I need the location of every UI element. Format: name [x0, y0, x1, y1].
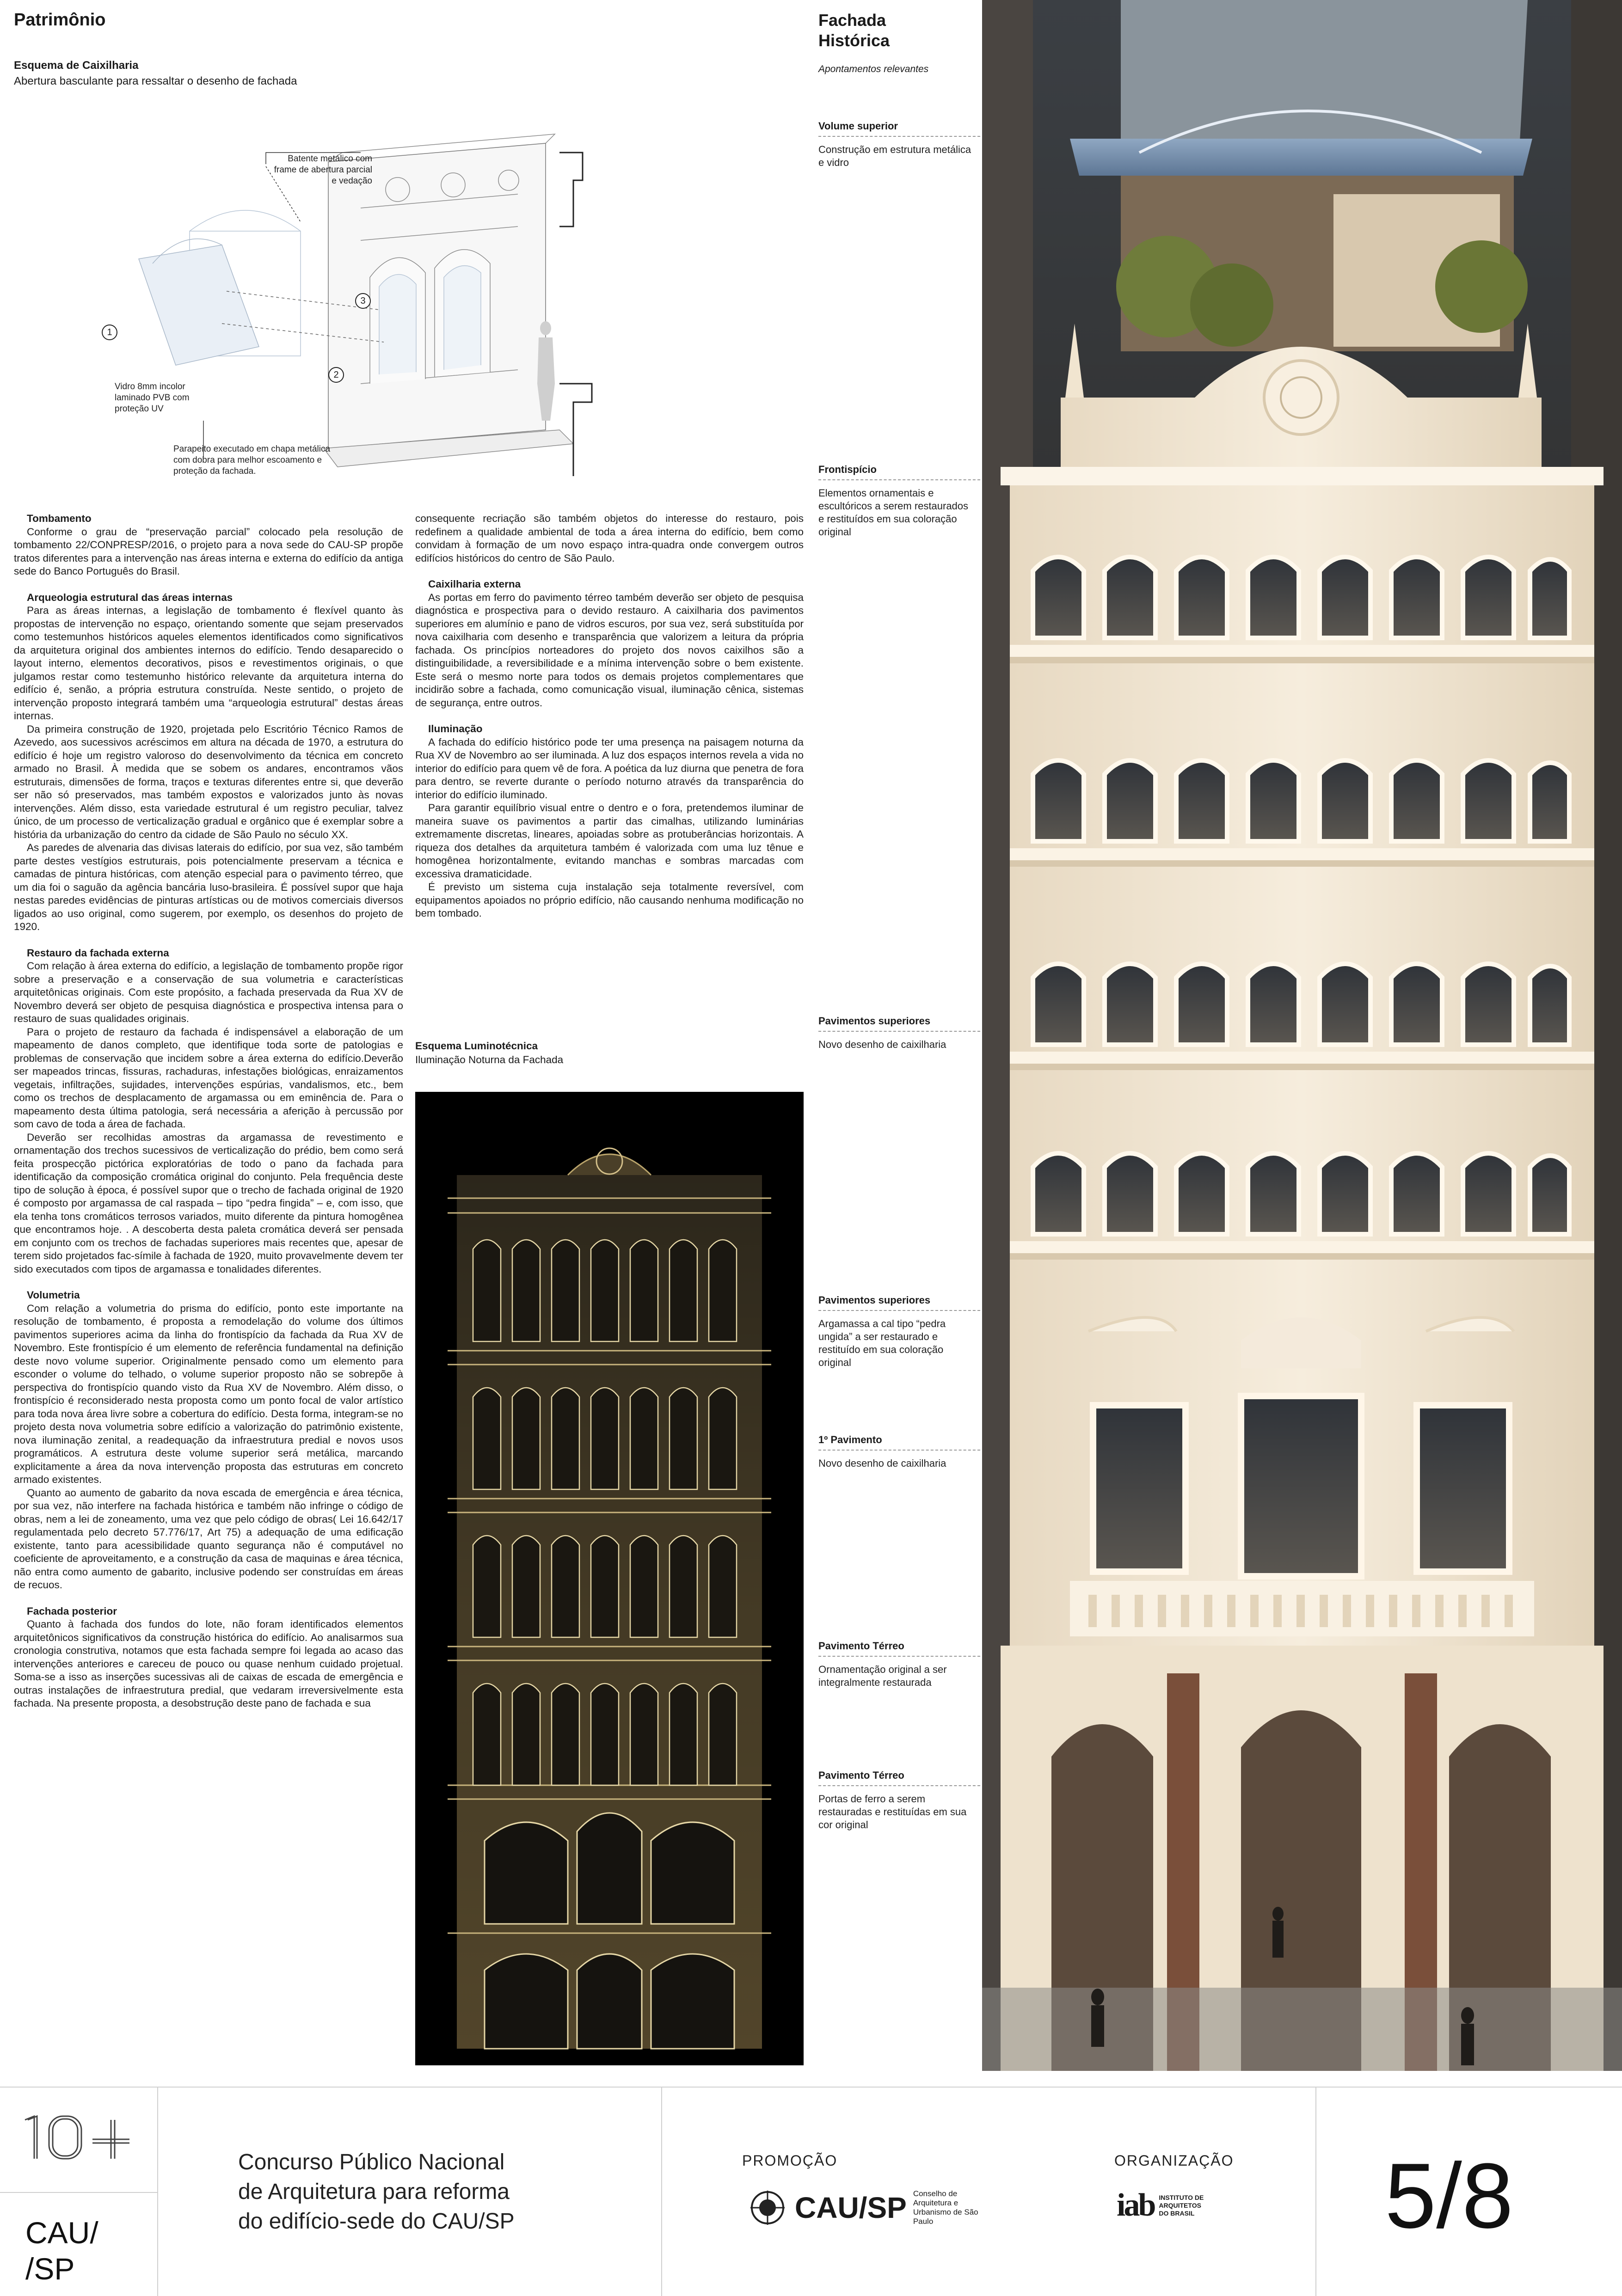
paragraph: Para o projeto de restauro da fachada é indispensável a elaboração de um mapeamento de danos completo, que identifique toda sorte de patologias e problemas de conservação que incidem sobre a área externa do edifício.Deverão ser mapeados trincas, fissuras, rachaduras, infestações biológicas, enraizamentos vegetais, infiltrações, sujidades, intervenções espúrias, vandalismos, etc., bem como os trechos de desplacamento de argamassa ou em eminência de. Para o mapeamento desta última patologia, será necessária a aferição à percussão por som cavo de toda a área de fachada. — [14, 1026, 403, 1130]
cau-sp-wordmark: CAU/SP — [795, 2191, 907, 2224]
section-heading: Arqueologia estrutural das áreas internas — [27, 591, 233, 603]
note-volume-superior — [818, 120, 980, 169]
footer — [0, 2087, 1622, 2296]
section-heading: Tombamento — [27, 513, 92, 524]
brasao-icon — [747, 2187, 788, 2229]
note-body: Novo desenho de caixilharia — [818, 1039, 946, 1050]
note-body: Construção em estrutura metálica e vidro — [818, 144, 971, 168]
contest-line: do edifício-sede do CAU/SP — [238, 2209, 515, 2234]
caixilharia-title: Esquema de Caixilharia — [14, 59, 139, 72]
note-divider — [818, 1656, 980, 1657]
note-body: Portas de ferro a serem restauradas e restituídas em sua cor original — [818, 1793, 967, 1831]
promocao-logo — [747, 2187, 996, 2229]
marker-2: 2 — [328, 367, 344, 383]
paragraph: Deverão ser recolhidas amostras da argamassa de revestimento e ornamentação dos trechos sucessivos de verticalização do prédio, bem como será feita prospecção pictórica exploratórias de todo o pano da fachada para identificação da composição cromática original do conjunto. Pela frequência deste tipo de solução à época, é possível supor que o trecho de fachada original de 1920 é composto por argamassa de cal raspada – tipo “pedra fingida” – e, com isso, que ela tenha tons cromáticos terrosos variados, muito diferente da pintura homogênea que encontramos hoje. . A descoberta desta paleta cromática deverá ser pensada em conjunto com os trechos de fachadas superiores mais recentes que, apesar de terem sido projetados fac-símile à fachada de 1920, muito provavelmente devem ter sido executados com tipos de argamassa e tonalidades diferentes. — [14, 1131, 403, 1275]
note-heading: Volume superior — [818, 120, 898, 132]
facade-render-drawing — [982, 0, 1622, 2071]
note-heading: Pavimento Térreo — [818, 1640, 904, 1652]
footer-divider — [1315, 2088, 1316, 2296]
footer-divider — [157, 2088, 158, 2296]
section-heading: Fachada posterior — [27, 1605, 117, 1617]
section-heading: Volumetria — [27, 1289, 80, 1301]
contest-title — [238, 2148, 515, 2236]
note-body: Ornamentação original a ser integralmente restaurada — [818, 1664, 947, 1688]
text-column-1 — [14, 512, 403, 1710]
caixilharia-subtitle: Abertura basculante para ressaltar o desenho de fachada — [14, 75, 297, 87]
note-primeiro-pavimento — [818, 1434, 980, 1470]
note-divider — [818, 136, 980, 137]
note-heading: Pavimentos superiores — [818, 1294, 931, 1306]
paragraph: Para as áreas internas, a legislação de tombamento é flexível quanto às propostas de intervenção no espaço, orientando somente que sejam preservados como testemunhos históricos aqueles elementos identificados como significativos da arquitetura original dos ambientes internos do edifício. Tendo desaparecido o layout interno, elementos decorativos, pisos e revestimentos originais, o que julgamos restar como testemunho histórico relevante da arquitetura interna do edifício é, senão, a própria estrutura construída. Neste sentido, o projeto de intervenção proposto integrará também uma “arqueologia estrutural” destas áreas internas. — [14, 605, 403, 722]
callout-vidro: Vidro 8mm incolor laminado PVB com proteção UV — [115, 382, 190, 414]
note-body: Argamassa a cal tipo “pedra ungida” a ser restaurado e restituído em sua coloração original — [818, 1318, 946, 1368]
promocao-label: PROMOÇÃO — [742, 2152, 838, 2169]
footer-divider — [661, 2088, 662, 2296]
note-heading: Pavimento Térreo — [818, 1769, 904, 1781]
cau-sp-logo — [25, 2215, 98, 2287]
iab-logo-text: INSTITUTO DE ARQUITETOS DO BRASIL — [1159, 2193, 1204, 2217]
note-pavimento-terreo-1 — [818, 1640, 980, 1689]
iab-logo-mark: iab — [1117, 2187, 1155, 2223]
callout-batente: Batente metálico com frame de abertura parcial e vedação — [274, 154, 372, 186]
paragraph: Com relação à área externa do edifício, a legislação de tombamento propõe rigor sobre a preservação e a conservação de sua volumetria e características arquitetônicas originais. Com este propósito, a fachada preservada da Rua XV de Novembro deverá ser objeto de pesquisa diagnóstica e prospectiva intensa para o restauro de suas qualidades originais. — [14, 960, 403, 1024]
note-heading: Pavimentos superiores — [818, 1015, 931, 1027]
paragraph: Da primeira construção de 1920, projetada pelo Escritório Técnico Ramos de Azevedo, aos sucessivos acréscimos em altura na década de 1970, a estrutura do edifício é hoje um registro valoroso do desenvolvimento da técnica em concreto armado no Brasil. À medida que se sobem os andares, encontramos vãos estruturais, dimensões de forma, traços e texturas diferentes entre si, que deverão ser não só preservados, mas também expostos e valorizados junto às novas intervenções. Além disso, esta variedade estrutural é um registro peculiar, talvez único, de um processo de verticalização gradual e orgânico que é exemplar sobre a história da urbanização do centro da cidade de São Paulo no século XX. — [14, 723, 403, 840]
paragraph: É previsto um sistema cuja instalação seja totalmente reversível, com equipamentos apoiados no próprio edifício, não causando nenhuma modificação no bem tombado. — [415, 881, 804, 919]
cau-logo-line2: /SP — [25, 2252, 75, 2286]
note-heading: Frontispício — [818, 464, 877, 475]
paragraph: Quanto ao aumento de gabarito da nova escada de emergência e área técnica, por sua vez, não interfere na fachada histórica e também não infringe o código de obras, nem a lei de zoneamento, uma vez que pelo código de obras( Lei 16.642/17 regulamentada pelo decreto 57.776/17, Art 75) a adequação de uma edificação existente, tanto para acessibilidade quanto segurança não é computável no coeficiente de aproveitamento, e a construção da casa de maquinas e área técnica, não entra como aumento de gabarito, inclusive podendo ser construídas em áreas de recuos. — [14, 1487, 403, 1591]
night-facade-drawing — [415, 1092, 804, 2065]
fachada-subtitle: Apontamentos relevantes — [818, 64, 929, 74]
note-divider — [818, 479, 980, 480]
contest-line: de Arquitetura para reforma — [238, 2180, 510, 2204]
note-body: Elementos ornamentais e escultóricos a serem restaurados e restituídos em sua coloração original — [818, 487, 969, 538]
note-heading: 1º Pavimento — [818, 1434, 882, 1445]
note-divider — [818, 1031, 980, 1032]
paragraph: consequente recriação são também objetos do interesse do restauro, pois redefinem a qualidade ambiental de toda a área interna do edifício, bem como convidam à formação de um novo espaço intra-quadra onde convergem outros edifícios históricos do centro de São Paulo. — [415, 513, 804, 564]
caixilharia-diagram — [83, 125, 638, 485]
section-heading: Caixilharia externa — [428, 578, 521, 590]
note-divider — [818, 1450, 980, 1451]
paragraph: Quanto à fachada dos fundos do lote, não foram identificados elementos arquitetônicos significativos da construção histórica do edifício. Ao analisarmos sua cronologia construtiva, notamos que esta fachada sempre foi legada ao acaso das intervenções anteriores e careceu de pouco ou quase nenhum cuidado projetual. Soma-se a isso as inserções sucessivas ali de caixas de escada de emergência e outras instalações de infraestrutura predial, que vedaram irreversivelmente esta fachada. Na presente proposta, a desobstrução deste pano de fachada e sua — [14, 1618, 403, 1709]
facade-render — [982, 0, 1622, 2071]
luminotecnica-subtitle: Iluminação Noturna da Fachada — [415, 1054, 564, 1065]
note-pavimento-terreo-2 — [818, 1769, 980, 1831]
paragraph: A fachada do edifício histórico pode ter uma presença na paisagem noturna da Rua XV de Novembro ao ser iluminada. A luz dos espaços internos revela a vida no interior do edifício para quem vê de fora. A poética da luz diurna que penetra de fora para dentro, se reverte durante o período noturno através da transparência do interior do edifício iluminado. — [415, 736, 804, 801]
callout-parapeito: Parapeito executado em chapa metálica com dobra para melhor escoamento e proteção da fachada. — [173, 444, 331, 476]
section-heading: Restauro da fachada externa — [27, 947, 169, 959]
marker-3: 3 — [355, 293, 371, 309]
fachada-title: Fachada Histórica — [818, 11, 890, 50]
ten-plus-logo-mark — [18, 2111, 139, 2166]
ten-plus-logo — [18, 2111, 139, 2166]
note-body: Novo desenho de caixilharia — [818, 1457, 946, 1469]
marker-1: 1 — [102, 325, 117, 340]
organizacao-logo — [1117, 2187, 1205, 2224]
note-pavimentos-superiores-2 — [818, 1294, 980, 1369]
cau-logo-line1: CAU/ — [25, 2216, 98, 2250]
paragraph: Com relação a volumetria do prisma do edifício, ponto este importante na resolução de tombamento, é proposta a remodelação do volume dos últimos pavimentos superiores acima da linha do frontispício da fachada da Rua XV de Novembro. Este frontispício é um elemento de referência fundamental na definição deste novo volume superior. Originalmente pensado como um elemento para esconder o volume do telhado, o volume superior proposto não se sobrepõe à perspectiva do frontispício quando visto da Rua XV de Novembro. Além disso, o frontispício é reconsiderado nesta proposta como um ponto focal de valor artístico para toda nova área livre sobre a cobertura do edifício. Desta forma, integram-se no projeto desta nova volumetria sobre edifício a valorização do patrimônio existente, nova iluminação zenital, a readequação da infraestrutura predial e novos usos programáticos. A estrutura deste volume superior será metálica, marcando explicitamente a área da nova intervenção proposta das estruturas em concreto armado existentes. — [14, 1302, 403, 1485]
page-number: 5/8 — [1385, 2144, 1514, 2247]
note-frontispicio — [818, 464, 980, 539]
paragraph: Conforme o grau de “preservação parcial” colocado pela resolução de tombamento 22/CONPRESP/2016, o projeto para a nova sede do CAU-SP propõe tratos diferentes para a intervenção nas áreas interna e externa do edifício da antiga sede do Banco Português do Brasil. — [14, 526, 403, 577]
cau-sp-logo-text: Conselho de Arquitetura e Urbanismo de São Paulo — [913, 2189, 978, 2226]
paragraph: Para garantir equilíbrio visual entre o dentro e o fora, pretendemos iluminar de maneira suave os pavimentos a partir das cimalhas, utilizando luminárias extremamente discretas, lineares, apoiadas sobre as protuberâncias horizontais. A riqueza dos detalhes da arquitetura também é valorizada com uma luz tênue e homogênea horizontalmente, evitando manchas e sombras marcadas com excessiva dramaticidade. — [415, 802, 804, 880]
luminotecnica-title: Esquema Luminotécnica — [415, 1040, 538, 1052]
text-column-2 — [415, 512, 804, 920]
sheet-title: Patrimônio — [14, 10, 106, 30]
contest-line: Concurso Público Nacional — [238, 2150, 505, 2174]
note-divider — [818, 1785, 980, 1786]
night-lighting-image — [415, 1092, 804, 2065]
paragraph: As paredes de alvenaria das divisas laterais do edifício, por sua vez, são também parte destes vestígios estruturais, pois potencialmente preservam a técnica e camadas de pintura históricas, com atenção especial para o pavimento térreo, que um dia foi o saguão da agência bancária luso-brasileira. É possível supor que haja nestas paredes evidências de pinturas artísticas ou de motivos comerciais diversos ligados ao uso original, como sugerem, por exemplo, os desenhos do projeto de 1920. — [14, 842, 403, 932]
organizacao-label: ORGANIZAÇÃO — [1114, 2152, 1234, 2169]
note-pavimentos-superiores-1 — [818, 1015, 980, 1051]
footer-divider — [0, 2192, 157, 2193]
paragraph: As portas em ferro do pavimento térreo também deverão ser objeto de pesquisa diagnóstica e prospectiva para o devido restauro. A caixilharia dos pavimentos superiores em alumínio e pano de vidros escuros, por sua vez, será substituída por nova caixilharia com desenho e transparência que valorizem a leitura da própria fachada. Os princípios norteadores do projeto dos novos caixilhos são a distinguibilidade, a reversibilidade e a mínima intervenção sobre o bem existente. Este será o mesmo norte para todos os demais projetos complementares que incidirão sobre a fachada, como comunicação visual, iluminação cênica, sistemas de segurança, entre outros. — [415, 591, 804, 709]
note-divider — [818, 1310, 980, 1311]
section-heading: Iluminação — [428, 723, 483, 735]
